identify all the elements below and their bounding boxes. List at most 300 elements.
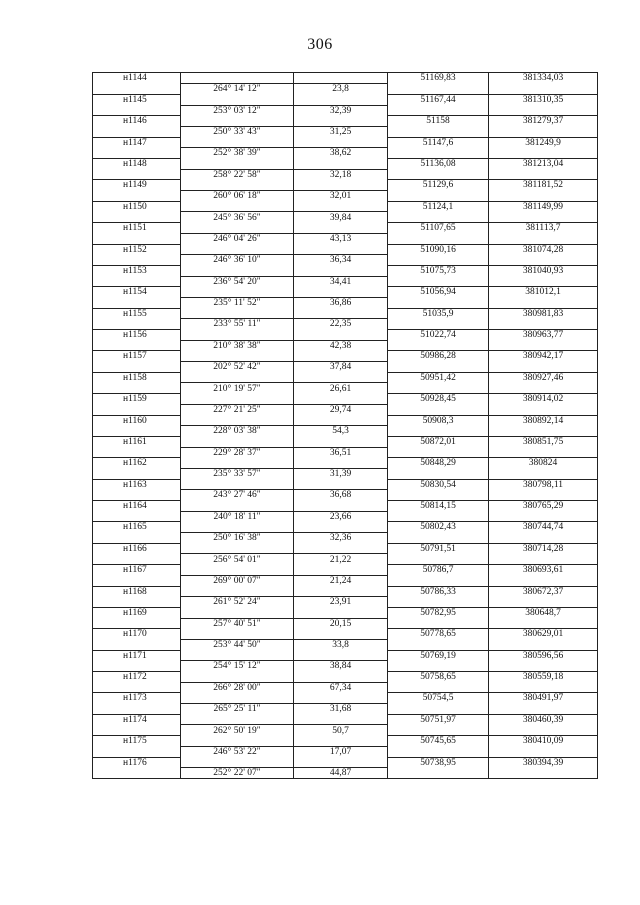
bearing-angle: 246° 36' 10" [181,255,294,266]
distance-cell [294,501,388,512]
x-coordinate: 50782,95 [388,607,489,618]
x-coordinate-cell [388,148,489,159]
segment-length: 32,36 [294,533,388,544]
segment-length: 43,13 [294,233,388,244]
point-name: н1169 [93,607,181,618]
y-coordinate-cell [489,276,598,287]
segment-length: 39,84 [294,212,388,223]
angle-cell [181,265,294,276]
x-coordinate-cell [388,661,489,672]
point-name-cell [93,105,181,116]
point-name-cell [93,297,181,308]
y-coordinate: 381149,99 [489,201,598,212]
point-row [93,479,598,490]
point-name: н1152 [93,244,181,255]
distance-cell [294,714,388,725]
point-name: н1154 [93,287,181,298]
segment-length: 34,41 [294,276,388,287]
segment-row [93,597,598,608]
distance-cell [294,223,388,234]
point-name-cell [93,148,181,159]
segment-length: 38,62 [294,148,388,159]
point-name-cell [93,319,181,330]
point-row [93,714,598,725]
x-coordinate: 50986,28 [388,351,489,362]
point-row [93,116,598,127]
x-coordinate-cell [388,768,489,779]
point-row [93,436,598,447]
point-row [93,351,598,362]
distance-cell [294,629,388,640]
point-row [93,607,598,618]
x-coordinate: 51169,83 [388,73,489,84]
segment-length: 17,07 [294,746,388,757]
angle-cell [181,672,294,683]
y-coordinate: 381279,37 [489,116,598,127]
distance-cell [294,330,388,341]
angle-cell [181,201,294,212]
point-name-cell [93,597,181,608]
y-coordinate-cell [489,404,598,415]
angle-cell [181,394,294,405]
x-coordinate: 51056,94 [388,287,489,298]
bearing-angle: 246° 53' 22" [181,746,294,757]
point-row [93,501,598,512]
distance-cell [294,650,388,661]
point-name-cell [93,490,181,501]
y-coordinate-cell [489,661,598,672]
x-coordinate-cell [388,426,489,437]
point-name: н1147 [93,137,181,148]
segment-row [93,511,598,522]
x-coordinate: 50786,33 [388,586,489,597]
segment-length: 26,61 [294,383,388,394]
angle-cell [181,287,294,298]
y-coordinate-cell [489,126,598,137]
angle-cell [181,757,294,768]
point-name: н1172 [93,672,181,683]
segment-row [93,84,598,95]
segment-row [93,554,598,565]
distance-cell [294,244,388,255]
bearing-angle: 250° 16' 38" [181,533,294,544]
page-number: 306 [307,36,333,53]
x-coordinate: 50928,45 [388,394,489,405]
distance-cell [294,116,388,127]
angle-cell [181,436,294,447]
y-coordinate-cell [489,490,598,501]
bearing-angle: 210° 19' 57" [181,383,294,394]
point-row [93,736,598,747]
point-row [93,244,598,255]
angle-cell [181,73,294,84]
x-coordinate: 50791,51 [388,543,489,554]
segment-row [93,297,598,308]
bearing-angle: 250° 33' 43" [181,126,294,137]
x-coordinate-cell [388,319,489,330]
point-row [93,73,598,84]
distance-cell [294,607,388,618]
angle-cell [181,479,294,490]
bearing-angle: 253° 03' 12" [181,105,294,116]
bearing-angle: 265° 25' 11" [181,704,294,715]
segment-length: 29,74 [294,404,388,415]
point-name: н1166 [93,543,181,554]
distance-cell [294,479,388,490]
x-coordinate: 50778,65 [388,629,489,640]
segment-row [93,661,598,672]
y-coordinate-cell [489,297,598,308]
point-name: н1168 [93,586,181,597]
point-row [93,672,598,683]
segment-row [93,682,598,693]
segment-length: 32,01 [294,191,388,202]
x-coordinate: 50786,7 [388,565,489,576]
point-name: н1148 [93,159,181,170]
point-name-cell [93,575,181,586]
bearing-angle: 246° 04' 26" [181,233,294,244]
bearing-angle: 202° 52' 42" [181,362,294,373]
segment-row [93,575,598,586]
bearing-angle: 229° 28' 37" [181,447,294,458]
point-name: н1162 [93,458,181,469]
point-name-cell [93,746,181,757]
point-name-cell [93,661,181,672]
x-coordinate: 51124,1 [388,201,489,212]
x-coordinate-cell [388,191,489,202]
segment-row [93,404,598,415]
point-row [93,137,598,148]
segment-row [93,105,598,116]
point-name: н1170 [93,629,181,640]
point-name: н1151 [93,223,181,234]
point-name-cell [93,768,181,779]
segment-length: 31,68 [294,704,388,715]
bearing-angle: 266° 28' 00" [181,682,294,693]
y-coordinate-cell [489,597,598,608]
bearing-angle: 252° 38' 39" [181,148,294,159]
distance-cell [294,351,388,362]
distance-cell [294,372,388,383]
angle-cell [181,137,294,148]
distance-cell [294,736,388,747]
point-name-cell [93,533,181,544]
segment-length: 44,87 [294,768,388,779]
segment-row [93,191,598,202]
y-coordinate-cell [489,340,598,351]
point-row [93,415,598,426]
segment-row [93,618,598,629]
y-coordinate: 380394,39 [489,757,598,768]
distance-cell [294,543,388,554]
y-coordinate-cell [489,148,598,159]
distance-cell [294,522,388,533]
x-coordinate: 50872,01 [388,436,489,447]
point-row [93,522,598,533]
bearing-angle: 210° 38' 38" [181,340,294,351]
point-name: н1173 [93,693,181,704]
x-coordinate: 51107,65 [388,223,489,234]
segment-length: 54,3 [294,426,388,437]
y-coordinate-cell [489,468,598,479]
distance-cell [294,565,388,576]
segment-length: 23,66 [294,511,388,522]
angle-cell [181,458,294,469]
x-coordinate-cell [388,126,489,137]
y-coordinate: 380892,14 [489,415,598,426]
angle-cell [181,650,294,661]
x-coordinate: 50814,15 [388,501,489,512]
segment-row [93,426,598,437]
y-coordinate: 380693,61 [489,565,598,576]
y-coordinate: 380596,56 [489,650,598,661]
bearing-angle: 269° 00' 07" [181,575,294,586]
segment-length: 31,39 [294,468,388,479]
point-name: н1158 [93,372,181,383]
distance-cell [294,693,388,704]
y-coordinate: 380744,74 [489,522,598,533]
point-row [93,394,598,405]
y-coordinate: 380981,83 [489,308,598,319]
bearing-angle: 228° 03' 38" [181,426,294,437]
x-coordinate: 50769,19 [388,650,489,661]
segment-length: 42,38 [294,340,388,351]
x-coordinate-cell [388,533,489,544]
y-coordinate-cell [489,319,598,330]
y-coordinate: 380714,28 [489,543,598,554]
distance-cell [294,415,388,426]
angle-cell [181,736,294,747]
y-coordinate-cell [489,383,598,394]
segment-length: 21,24 [294,575,388,586]
x-coordinate: 51090,16 [388,244,489,255]
angle-cell [181,565,294,576]
y-coordinate-cell [489,639,598,650]
bearing-angle: 257° 40' 51" [181,618,294,629]
x-coordinate-cell [388,404,489,415]
segment-row [93,340,598,351]
point-name: н1176 [93,757,181,768]
x-coordinate-cell [388,169,489,180]
y-coordinate: 381213,04 [489,159,598,170]
x-coordinate: 50758,65 [388,672,489,683]
x-coordinate-cell [388,511,489,522]
point-name: н1167 [93,565,181,576]
angle-cell [181,180,294,191]
x-coordinate-cell [388,447,489,458]
point-row [93,201,598,212]
y-coordinate-cell [489,768,598,779]
y-coordinate-cell [489,575,598,586]
y-coordinate: 380765,29 [489,501,598,512]
y-coordinate-cell [489,704,598,715]
angle-cell [181,330,294,341]
x-coordinate-cell [388,682,489,693]
x-coordinate: 51035,9 [388,308,489,319]
x-coordinate: 50751,97 [388,714,489,725]
segment-length: 67,34 [294,682,388,693]
distance-cell [294,180,388,191]
point-name: н1174 [93,714,181,725]
point-name: н1165 [93,522,181,533]
point-name: н1144 [93,73,181,84]
point-name: н1157 [93,351,181,362]
distance-cell [294,201,388,212]
angle-cell [181,351,294,362]
y-coordinate: 380629,01 [489,629,598,640]
segment-length: 38,84 [294,661,388,672]
x-coordinate: 50754,5 [388,693,489,704]
y-coordinate-cell [489,84,598,95]
point-row [93,629,598,640]
distance-cell [294,436,388,447]
coordinates-table-body [93,73,598,779]
segment-row [93,468,598,479]
point-row [93,543,598,554]
bearing-angle: 235° 33' 57" [181,468,294,479]
point-name: н1161 [93,436,181,447]
distance-cell [294,137,388,148]
y-coordinate: 381181,52 [489,180,598,191]
segment-length: 32,39 [294,105,388,116]
segment-row [93,490,598,501]
segment-length: 21,22 [294,554,388,565]
y-coordinate: 380963,77 [489,330,598,341]
bearing-angle: 264° 14' 12" [181,84,294,95]
bearing-angle: 245° 36' 56" [181,212,294,223]
y-coordinate: 380914,02 [489,394,598,405]
point-name-cell [93,511,181,522]
x-coordinate-cell [388,105,489,116]
y-coordinate-cell [489,191,598,202]
distance-cell [294,73,388,84]
x-coordinate: 51136,08 [388,159,489,170]
y-coordinate: 381310,35 [489,94,598,105]
x-coordinate-cell [388,84,489,95]
distance-cell [294,265,388,276]
point-name-cell [93,618,181,629]
y-coordinate: 380559,18 [489,672,598,683]
y-coordinate: 380672,37 [489,586,598,597]
y-coordinate: 381334,03 [489,73,598,84]
point-row [93,94,598,105]
segment-row [93,212,598,223]
point-name: н1150 [93,201,181,212]
x-coordinate-cell [388,746,489,757]
bearing-angle: 254° 15' 12" [181,661,294,672]
x-coordinate-cell [388,383,489,394]
point-row [93,693,598,704]
angle-cell [181,607,294,618]
segment-row [93,704,598,715]
bearing-angle: 261° 52' 24" [181,597,294,608]
segment-row [93,319,598,330]
segment-length: 23,91 [294,597,388,608]
segment-length: 32,18 [294,169,388,180]
y-coordinate-cell [489,746,598,757]
point-name-cell [93,191,181,202]
point-name: н1159 [93,394,181,405]
y-coordinate-cell [489,255,598,266]
segment-row [93,126,598,137]
segment-row [93,233,598,244]
bearing-angle: 256° 54' 01" [181,554,294,565]
point-name: н1146 [93,116,181,127]
point-name: н1156 [93,330,181,341]
point-name: н1171 [93,650,181,661]
angle-cell [181,159,294,170]
y-coordinate-cell [489,511,598,522]
y-coordinate-cell [489,105,598,116]
distance-cell [294,94,388,105]
bearing-angle: 233° 55' 11" [181,319,294,330]
segment-row [93,276,598,287]
segment-row [93,148,598,159]
x-coordinate: 50802,43 [388,522,489,533]
point-name-cell [93,468,181,479]
y-coordinate: 380851,75 [489,436,598,447]
x-coordinate: 50848,29 [388,458,489,469]
x-coordinate-cell [388,340,489,351]
distance-cell [294,308,388,319]
segment-row [93,768,598,779]
y-coordinate: 381249,9 [489,137,598,148]
point-row [93,223,598,234]
point-name-cell [93,426,181,437]
y-coordinate: 380798,11 [489,479,598,490]
angle-cell [181,522,294,533]
y-coordinate-cell [489,447,598,458]
x-coordinate: 50908,3 [388,415,489,426]
point-name-cell [93,169,181,180]
point-name: н1164 [93,501,181,512]
bearing-angle: 240° 18' 11" [181,511,294,522]
y-coordinate: 380410,09 [489,736,598,747]
distance-cell [294,586,388,597]
y-coordinate: 381012,1 [489,287,598,298]
segment-length: 22,35 [294,319,388,330]
x-coordinate: 50951,42 [388,372,489,383]
bearing-angle: 227° 21' 25" [181,404,294,415]
segment-row [93,255,598,266]
angle-cell [181,223,294,234]
x-coordinate-cell [388,297,489,308]
segment-length: 37,84 [294,362,388,373]
segment-length: 36,51 [294,447,388,458]
y-coordinate-cell [489,212,598,223]
segment-row [93,362,598,373]
point-name: н1145 [93,94,181,105]
angle-cell [181,244,294,255]
bearing-angle: 235° 11' 52" [181,297,294,308]
x-coordinate-cell [388,255,489,266]
point-name-cell [93,362,181,373]
point-row [93,586,598,597]
distance-cell [294,159,388,170]
x-coordinate: 51167,44 [388,94,489,105]
point-name-cell [93,704,181,715]
coordinates-table [92,72,598,779]
x-coordinate: 51158 [388,116,489,127]
angle-cell [181,308,294,319]
point-name-cell [93,383,181,394]
segment-row [93,169,598,180]
segment-row [93,725,598,736]
point-row [93,372,598,383]
y-coordinate: 380460,39 [489,714,598,725]
point-name-cell [93,340,181,351]
y-coordinate: 380824 [489,458,598,469]
